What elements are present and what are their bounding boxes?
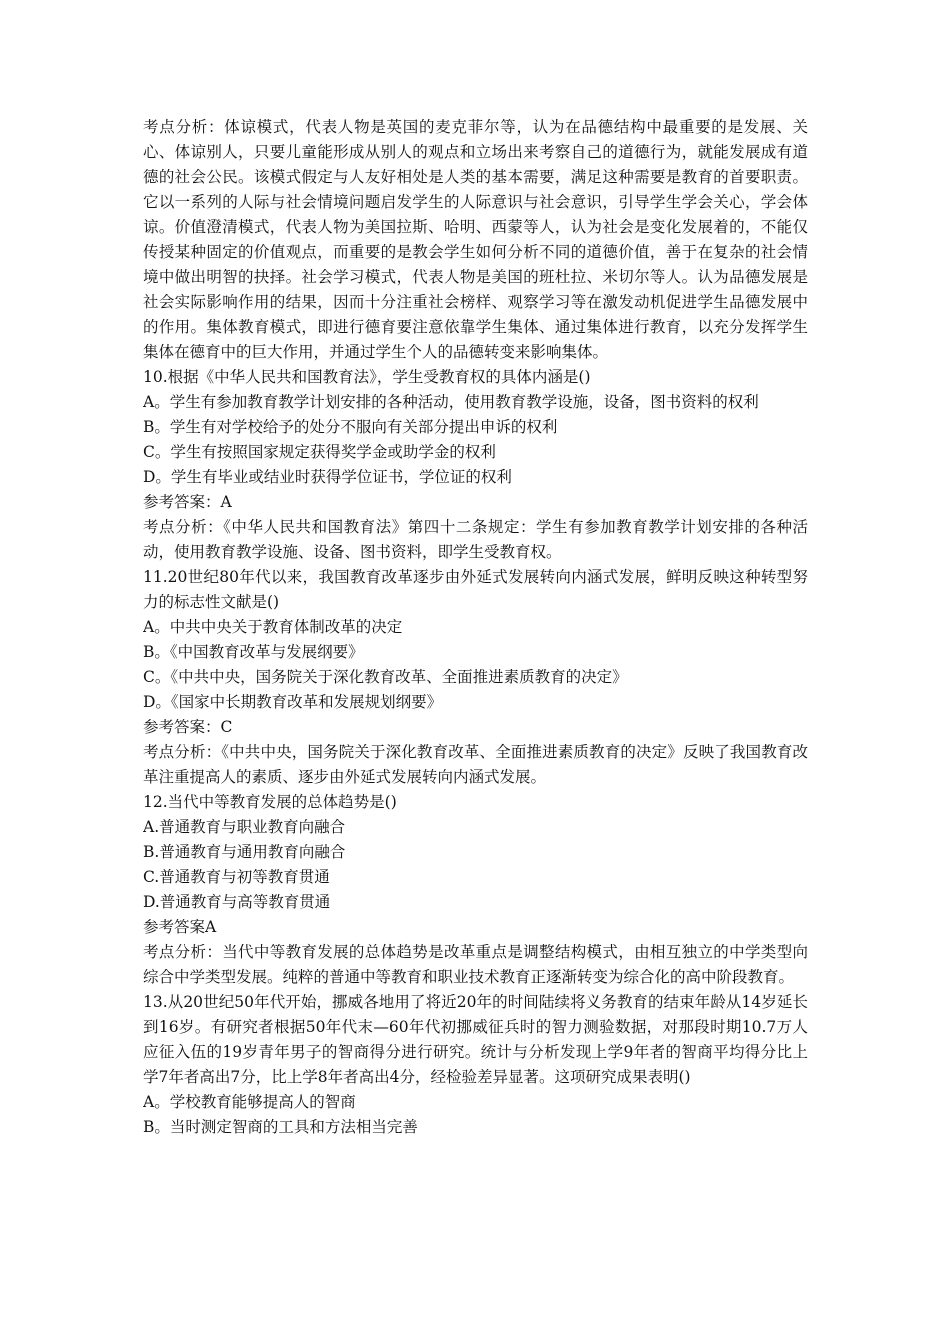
q10-analysis: 考点分析：《中华人民共和国教育法》第四十二条规定：学生有参加教育教学计划安排的各种活动，使用教育教学设施、设备、图书资料，即学生受教育权。 (143, 518, 808, 561)
q10-option-b: B。学生有对学校给予的处分不服向有关部分提出申诉的权利 (143, 418, 558, 436)
q12-question: 12.当代中等教育发展的总体趋势是() (143, 793, 397, 811)
q11-answer: 参考答案：C (143, 718, 233, 736)
q11-option-b: B。《中国教育改革与发展纲要》 (143, 643, 364, 661)
q10-question: 10.根据《中华人民共和国教育法》，学生受教育权的具体内涵是() (143, 368, 591, 386)
q11-option-a: A。中共中央关于教育体制改革的决定 (143, 618, 403, 636)
q9-analysis: 考点分析：体谅模式，代表人物是英国的麦克菲尔等，认为在品德结构中最重要的是发展、关心、体谅别人，只要儿童能形成从别人的观点和立场出来考察自己的道德行为，就能发展成有道德的社会公民。该模式假定与人友好相处是人类的基本需要，满足这种需要是教育的首要职责。它以一系列的人际与社会情境问题启发学生的人际意识与社会意识，引导学生学会关心，学会体谅。价值澄清模式，代表人物为美国拉斯、哈明、西蒙等人，认为社会是变化发展着的，不能仅传授某种固定的价值观点，而重要的是教会学生如何分析不同的道德价值，善于在复杂的社会情境中做出明智的抉择。社会学习模式，代表人物是美国的班杜拉、米切尔等人。认为品德发展是社会实际影响作用的结果，因而十分注重社会榜样、观察学习等在激发动机促进学生品德发展中的作用。集体教育模式，即进行德育要注意依靠学生集体、通过集体进行教育，以充分发挥学生集体在德育中的巨大作用，并通过学生个人的品德转变来影响集体。 (143, 118, 808, 361)
document-page (143, 115, 808, 1140)
q11-option-c: C。《中共中央，国务院关于深化教育改革、全面推进素质教育的决定》 (143, 668, 628, 686)
q13-option-a: A。学校教育能够提高人的智商 (143, 1093, 356, 1111)
q12-analysis: 考点分析：当代中等教育发展的总体趋势是改革重点是调整结构模式，由相互独立的中学类型向综合中学类型发展。纯粹的普通中等教育和职业技术教育正逐渐转变为综合化的高中阶段教育。 (143, 943, 808, 986)
q10-option-d: D。学生有毕业或结业时获得学位证书，学位证的权利 (143, 468, 512, 486)
q11-analysis: 考点分析：《中共中央，国务院关于深化教育改革、全面推进素质教育的决定》反映了我国教育改革注重提高人的素质、逐步由外延式发展转向内涵式发展。 (143, 743, 808, 786)
q11-question: 11.20世纪80年代以来，我国教育改革逐步由外延式发展转向内涵式发展，鲜明反映这种转型努力的标志性文献是() (143, 568, 808, 611)
q12-option-a: A.普通教育与职业教育向融合 (143, 818, 346, 836)
q10-answer: 参考答案：A (143, 493, 232, 511)
q10-option-a: A。学生有参加教育教学计划安排的各种活动，使用教育教学设施，设备，图书资料的权利 (143, 393, 759, 411)
q12-option-b: B.普通教育与通用教育向融合 (143, 843, 346, 861)
q11-option-d: D。《国家中长期教育改革和发展规划纲要》 (143, 693, 443, 711)
q12-option-c: C.普通教育与初等教育贯通 (143, 868, 330, 886)
q12-answer: 参考答案A (143, 918, 217, 936)
q13-option-b: B。当时测定智商的工具和方法相当完善 (143, 1118, 418, 1136)
q12-option-d: D.普通教育与高等教育贯通 (143, 893, 331, 911)
q13-question: 13.从20世纪50年代开始，挪威各地用了将近20年的时间陆续将义务教育的结束年龄从14岁延长到16岁。有研究者根据50年代末—60年代初挪威征兵时的智力测验数据，对那段时期10.7万人应征入伍的19岁青年男子的智商得分进行研究。统计与分析发现上学9年者的智商平均得分比上学7年者高出7分，比上学8年者高出4分，经检验差异显著。这项研究成果表明() (143, 993, 808, 1086)
q10-option-c: C。学生有按照国家规定获得奖学金或助学金的权利 (143, 443, 496, 461)
